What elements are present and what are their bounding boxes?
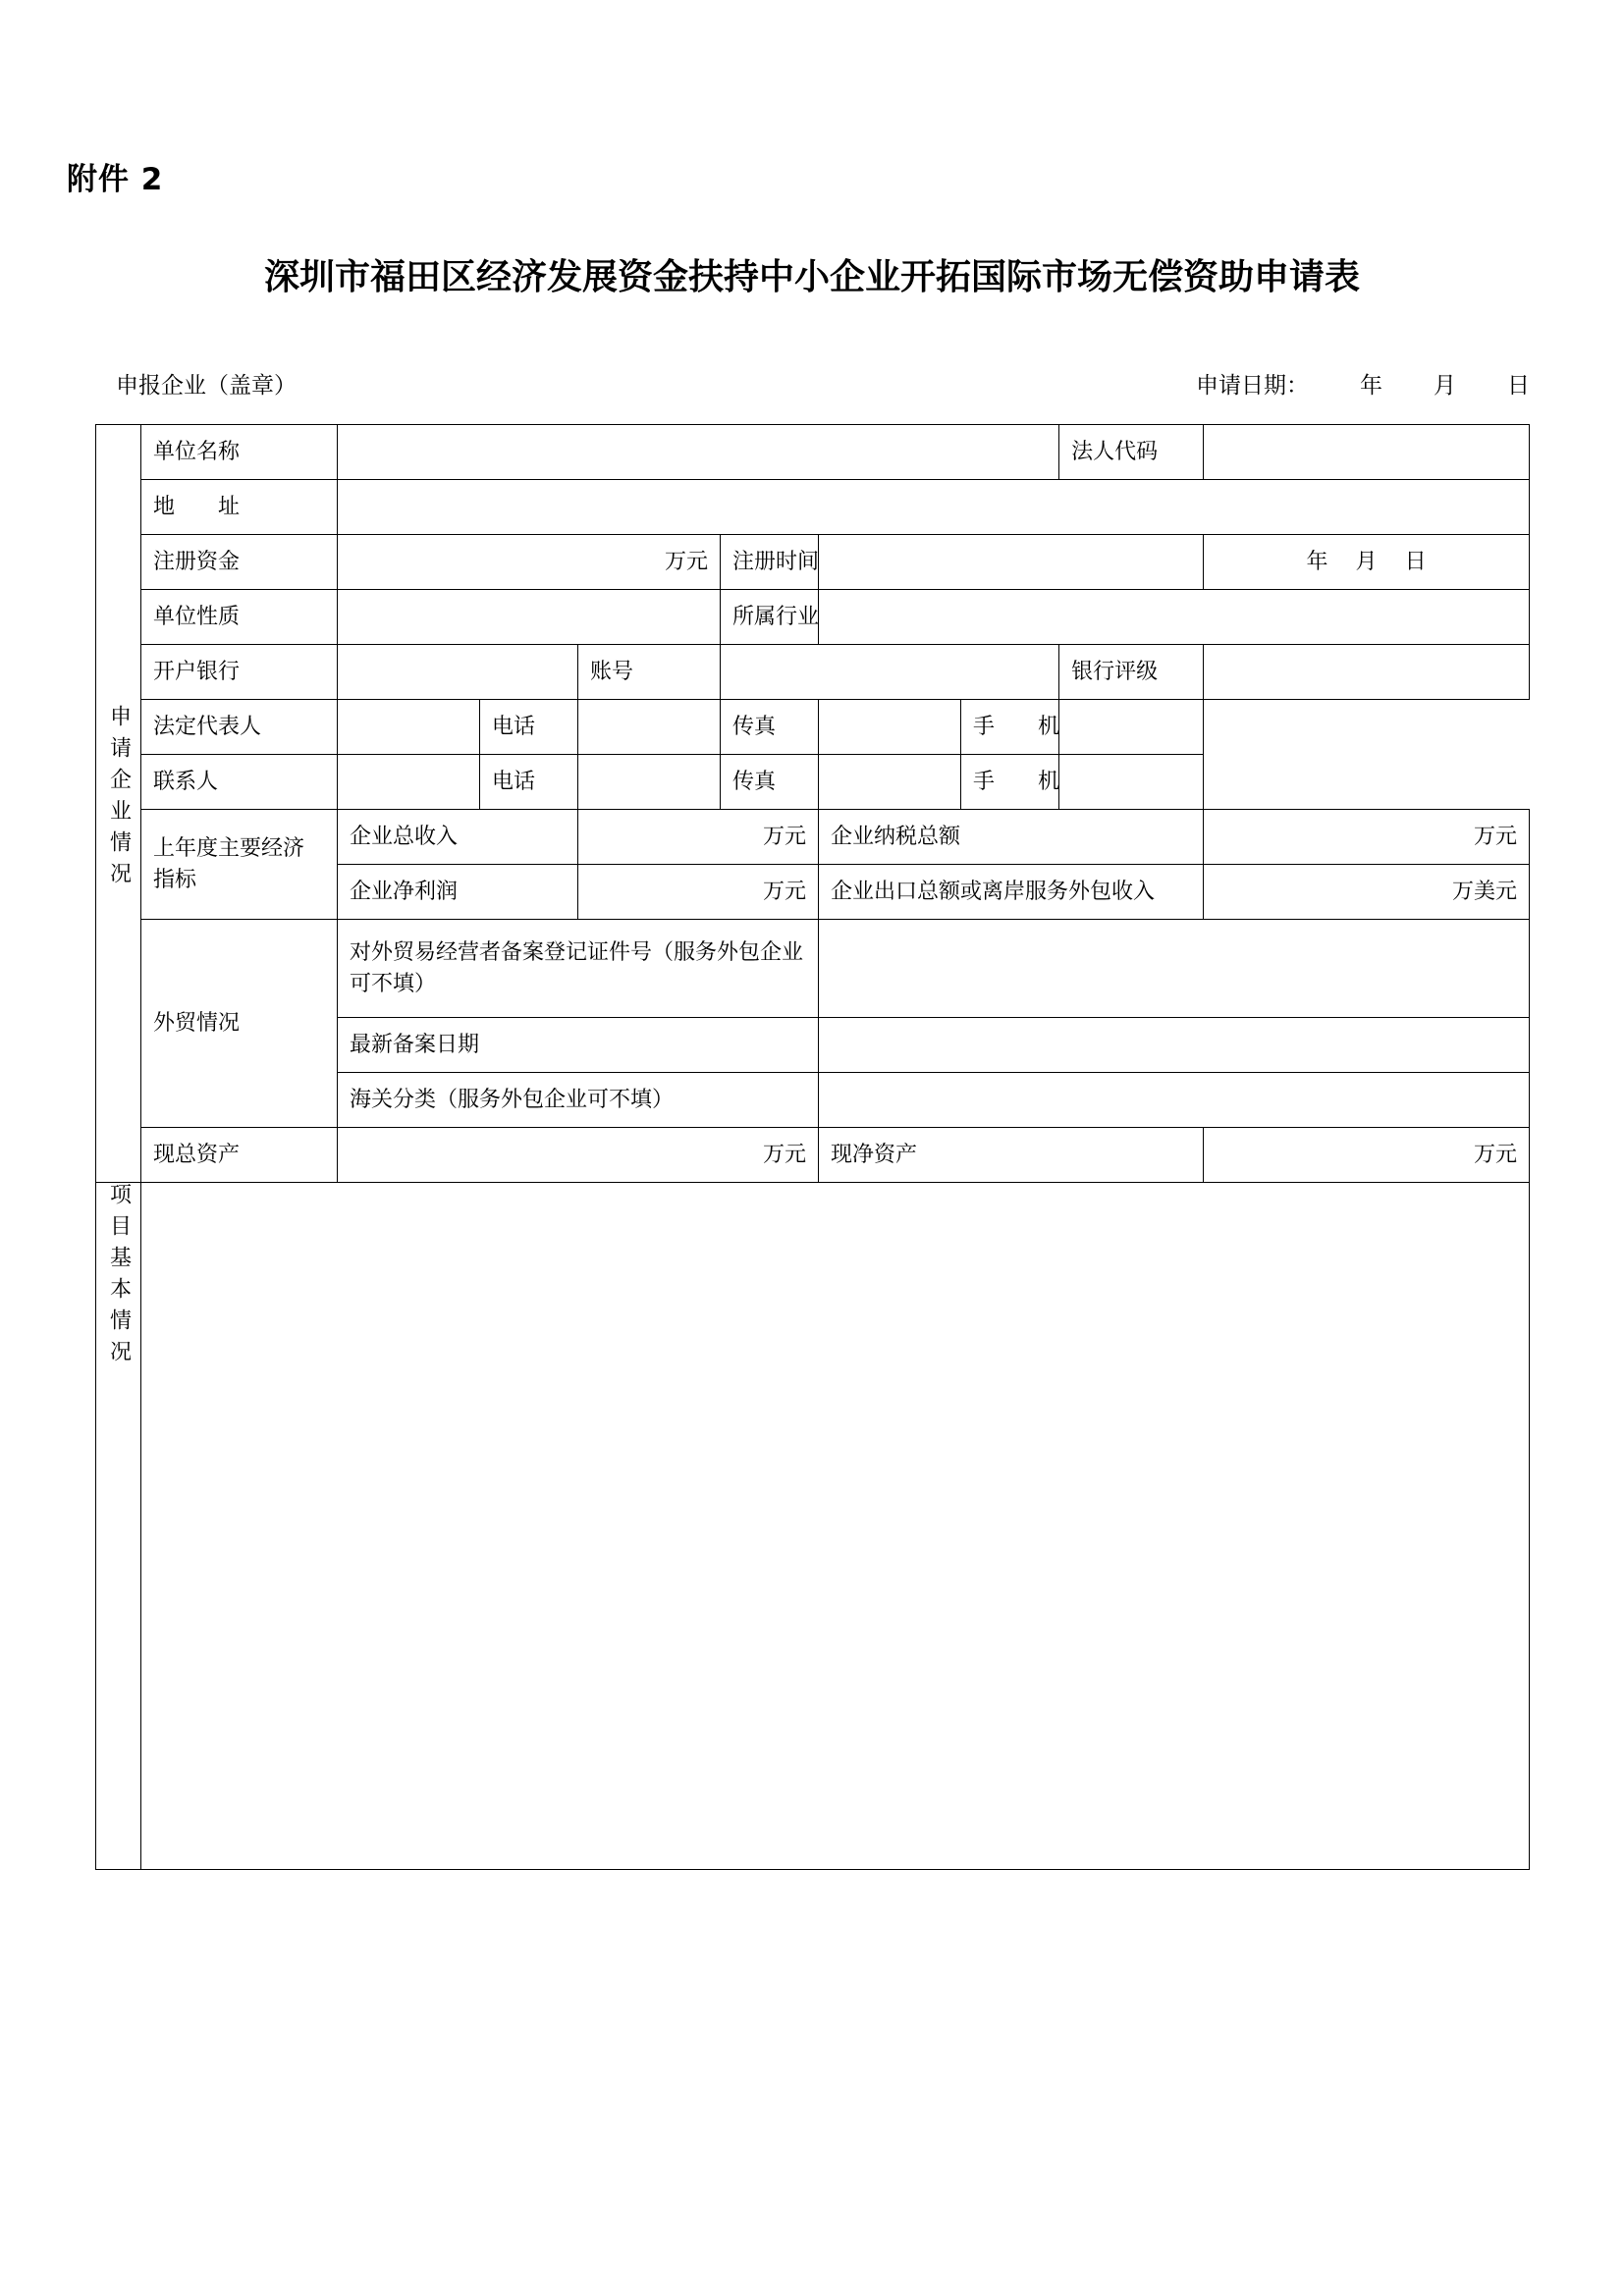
table-row-unit-nature [96, 590, 1530, 645]
form-meta-row [116, 371, 1530, 400]
field-value-net-assets[interactable] [1204, 1128, 1530, 1183]
field-value-total-revenue[interactable] [578, 810, 819, 865]
field-label-contact-mobile: 手 机 [961, 755, 1059, 810]
field-value-legal-rep[interactable] [338, 700, 480, 755]
apply-date-group [1196, 371, 1530, 400]
table-row-unit-name [96, 425, 1530, 480]
field-value-bank[interactable] [338, 645, 578, 700]
field-label-bank-rating: 银行评级 [1059, 645, 1204, 700]
reg-month: 月 [1355, 549, 1378, 574]
table-row-project-info [96, 1183, 1530, 1870]
table-row-assets [96, 1128, 1530, 1183]
field-label-account-no: 账号 [578, 645, 721, 700]
field-value-legal-rep-fax[interactable] [819, 700, 961, 755]
field-label-legal-rep-phone: 电话 [480, 700, 578, 755]
section-label-project-info: 项目基本情况 [96, 1183, 141, 1870]
field-value-export-or-offshore[interactable] [1204, 865, 1530, 920]
field-label-trade-record-no: 对外贸易经营者备案登记证件号（服务外包企业可不填） [338, 920, 819, 1018]
field-label-last-year-indicators: 上年度主要经济指标 [141, 810, 338, 920]
apply-date-month: 月 [1434, 373, 1456, 399]
field-label-bank: 开户银行 [141, 645, 338, 700]
field-label-net-assets: 现净资产 [819, 1128, 1204, 1183]
field-label-industry: 所属行业 [721, 590, 819, 645]
page-title: 深圳市福田区经济发展资金扶持中小企业开拓国际市场无偿资助申请表 [263, 257, 1360, 297]
field-label-legal-rep-fax: 传真 [721, 700, 819, 755]
field-label-total-tax: 企业纳税总额 [819, 810, 1204, 865]
field-value-registration-time[interactable] [819, 535, 1204, 590]
application-form-table [95, 424, 1530, 1870]
field-label-contact-fax: 传真 [721, 755, 819, 810]
table-row-bank [96, 645, 1530, 700]
field-value-contact-mobile[interactable] [1059, 755, 1204, 810]
applicant-seal-label: 申报企业（盖章） [116, 373, 297, 399]
table-row-address [96, 480, 1530, 535]
field-label-total-revenue: 企业总收入 [338, 810, 578, 865]
field-label-export-or-offshore: 企业出口总额或离岸服务外包收入 [819, 865, 1204, 920]
field-value-bank-rating[interactable] [1204, 645, 1530, 700]
field-label-registration-time: 注册时间 [721, 535, 819, 590]
field-value-unit-nature[interactable] [338, 590, 721, 645]
field-label-unit-nature: 单位性质 [141, 590, 338, 645]
field-value-net-profit[interactable] [578, 865, 819, 920]
unit-wan-yuan-net-assets: 万元 [1474, 1142, 1518, 1167]
field-value-registered-capital[interactable] [338, 535, 721, 590]
field-label-unit-name: 单位名称 [141, 425, 338, 480]
field-value-trade-record-no[interactable] [819, 920, 1530, 1018]
unit-wan-yuan-tax: 万元 [1474, 824, 1518, 849]
field-value-legal-rep-mobile[interactable] [1059, 700, 1204, 755]
apply-date-day: 日 [1507, 373, 1530, 399]
table-row-registered-capital [96, 535, 1530, 590]
field-label-contact: 联系人 [141, 755, 338, 810]
field-label-foreign-trade: 外贸情况 [141, 920, 338, 1128]
field-label-registered-capital: 注册资金 [141, 535, 338, 590]
apply-date-year: 年 [1360, 373, 1382, 399]
field-label-legal-rep: 法定代表人 [141, 700, 338, 755]
registration-date-ymd[interactable] [1204, 535, 1530, 590]
field-value-contact-fax[interactable] [819, 755, 961, 810]
field-label-contact-phone: 电话 [480, 755, 578, 810]
field-value-account-no[interactable] [721, 645, 1059, 700]
field-value-total-assets[interactable] [338, 1128, 819, 1183]
unit-wan-yuan-capital: 万元 [664, 549, 708, 574]
reg-year: 年 [1306, 549, 1328, 574]
field-value-industry[interactable] [819, 590, 1530, 645]
unit-wan-usd-export: 万美元 [1452, 879, 1518, 904]
field-value-unit-name[interactable] [338, 425, 1059, 480]
field-label-legal-code: 法人代码 [1059, 425, 1204, 480]
unit-wan-yuan-profit: 万元 [762, 879, 806, 904]
field-value-latest-record-date[interactable] [819, 1018, 1530, 1073]
reg-day: 日 [1404, 549, 1427, 574]
field-label-net-profit: 企业净利润 [338, 865, 578, 920]
unit-wan-yuan-total-assets: 万元 [762, 1142, 806, 1167]
table-row-contact [96, 755, 1530, 810]
field-label-address: 地 址 [141, 480, 338, 535]
field-label-customs-category: 海关分类（服务外包企业可不填） [338, 1073, 819, 1128]
section-label-applicant-info: 申请企业情况 [96, 425, 141, 1183]
table-row-legal-rep [96, 700, 1530, 755]
table-row-trade-record-no [96, 920, 1530, 1018]
unit-wan-yuan-revenue: 万元 [762, 824, 806, 849]
field-value-project-info[interactable] [141, 1183, 1530, 1870]
field-label-legal-rep-mobile: 手 机 [961, 700, 1059, 755]
field-value-total-tax[interactable] [1204, 810, 1530, 865]
field-value-contact-phone[interactable] [578, 755, 721, 810]
field-label-latest-record-date: 最新备案日期 [338, 1018, 819, 1073]
table-row-total-revenue [96, 810, 1530, 865]
field-value-legal-code[interactable] [1204, 425, 1530, 480]
field-value-address[interactable] [338, 480, 1530, 535]
apply-date-label: 申请日期： [1196, 373, 1309, 399]
field-value-customs-category[interactable] [819, 1073, 1530, 1128]
field-value-contact[interactable] [338, 755, 480, 810]
field-value-legal-rep-phone[interactable] [578, 700, 721, 755]
attachment-label: 附件 2 [67, 162, 164, 197]
field-label-total-assets: 现总资产 [141, 1128, 338, 1183]
